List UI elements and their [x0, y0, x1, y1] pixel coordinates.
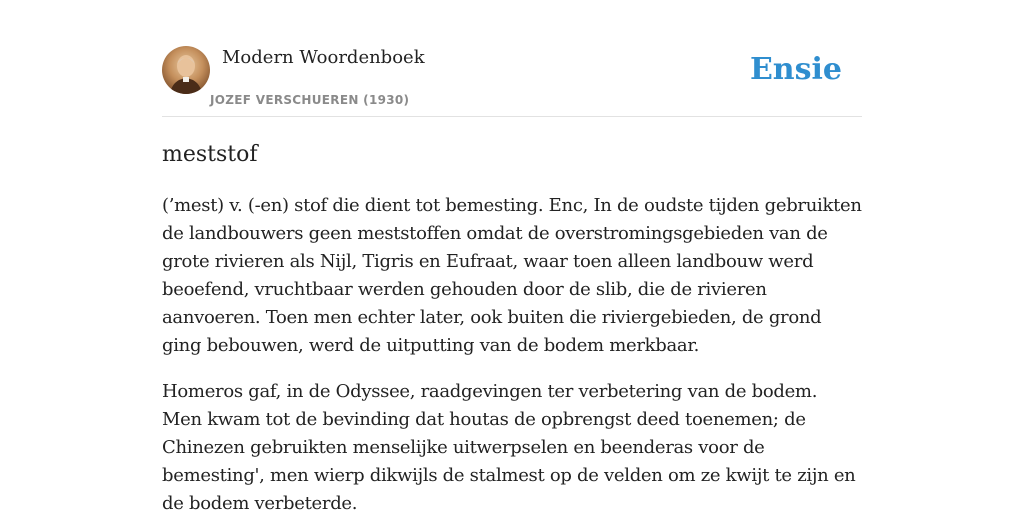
definition-paragraph: Homeros gaf, in de Odyssee, raadgevingen ter verbetering van de bodem. Men kwam tot de bevinding dat houtas de opbrengst deed toenemen; de Chinezen gebruikten menselijke uitwerpselen en beenderas voor de bemesting', men wierp dikwijls de stalmest op de velden om ze kwijt te zijn en de bodem verbeterde.: [162, 381, 856, 512]
author-portrait-icon: [162, 46, 210, 94]
brand-logo[interactable]: Ensie: [749, 52, 842, 87]
entry-definition: [162, 192, 862, 512]
dictionary-author: JOZEF VERSCHUEREN (1930): [210, 93, 410, 107]
definition-paragraph: (’mest) v. (-en) stof die dient tot bemesting. Enc, In de oudste tijden gebruikten de landbouwers geen meststoffen omdat de overstromingsgebieden van de grote rivieren als Nijl, Tigris en Eufraat, waar toen alleen landbouw werd beoefend, vruchtbaar werden gehouden door de slib, die de rivieren aanvoeren. Toen men echter later, ook buiten die riviergebieden, de grond ging bebouwen, werd de uitputting van de bodem merkbaar.: [162, 195, 862, 356]
author-avatar: [162, 46, 210, 94]
dictionary-title[interactable]: Modern Woordenboek: [222, 47, 425, 68]
entry-headword: meststof: [162, 142, 258, 167]
source-header: [162, 46, 862, 117]
